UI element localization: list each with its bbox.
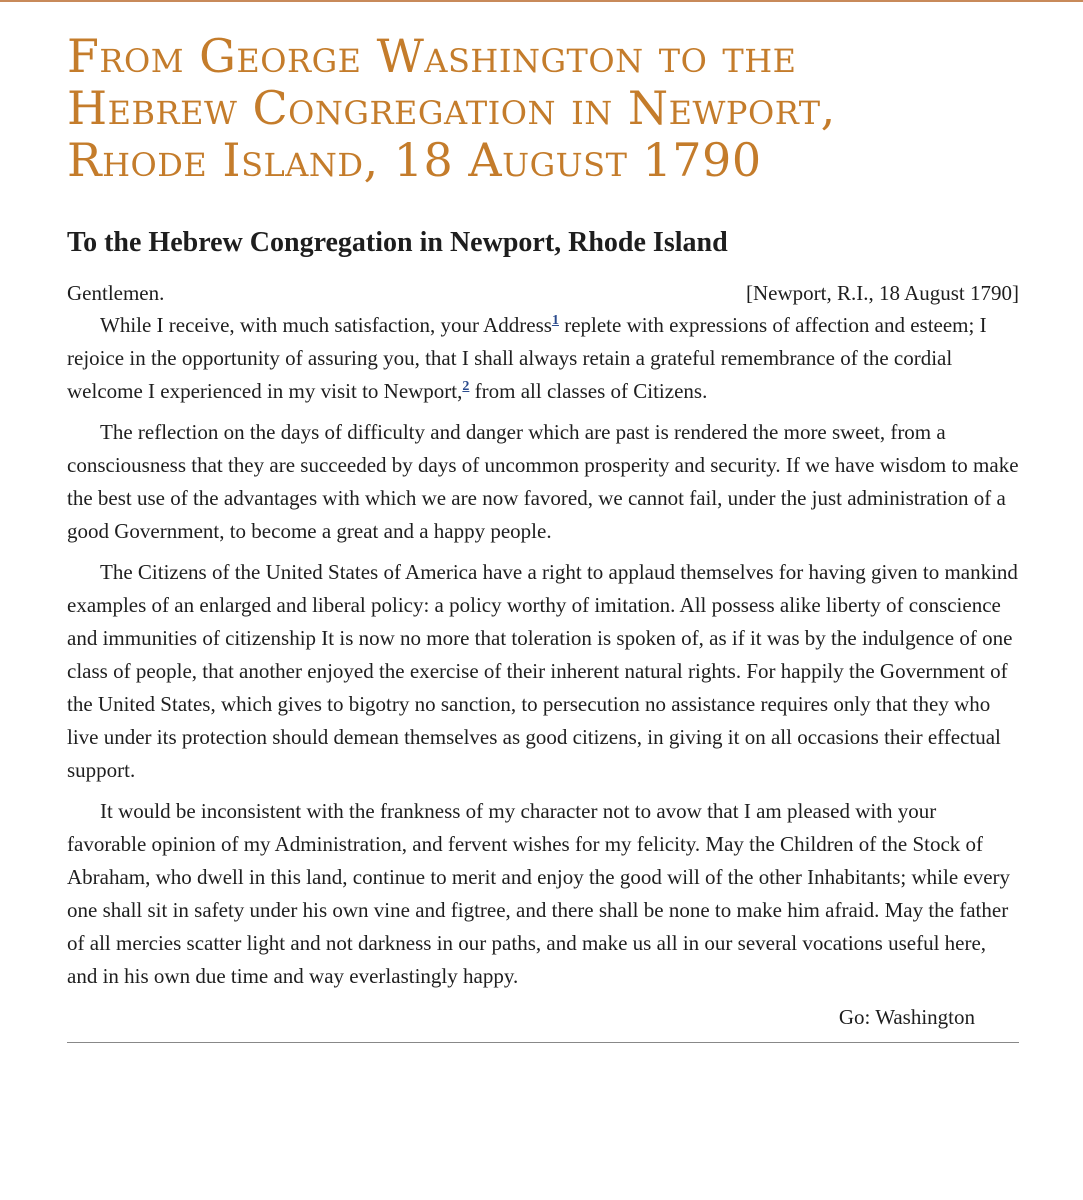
document-content <box>67 30 1019 1043</box>
paragraph-3: The Citizens of the United States of America have a right to applaud themselves for having given to mankind examples of an enlarged and liberal policy: a policy worthy of imitation. All possess alike liberty of conscience and immunities of citizenship It is now no more that toleration is spoken of, as if it was by the indulgence of one class of people, that another enjoyed the exercise of their inherent natural rights. For happily the Government of the United States, which gives to bigotry no sanction, to persecution no assistance requires only that they who live under its protection should demean themselves as good citizens, in giving it on all occasions their effectual support. <box>67 560 1018 782</box>
paragraph-1-text-b: replete with expressions of affection and esteem; I rejoice in the opportunity of assuring you, that I shall always retain a grateful remembrance of the cordial welcome I experienced in my visit to Newport, <box>67 313 987 403</box>
bottom-divider <box>67 1042 1019 1043</box>
paragraph-1-text-a: While I receive, with much satisfaction, your Address <box>100 313 552 337</box>
footnote-link-1[interactable]: 1 <box>551 313 559 328</box>
dateline: [Newport, R.I., 18 August 1790] <box>746 281 1019 305</box>
paragraph-1-text-c: from all classes of Citizens. <box>469 379 708 403</box>
paragraph-4: It would be inconsistent with the frankness of my character not to avow that I am pleased with your favorable opinion of my Administration, and fervent wishes for my felicity. May the Children of the Stock of Abraham, who dwell in this land, continue to merit and enjoy the good will of the other Inhabitants; while every one shall sit in safety under his own vine and figtree, and there shall be none to make him afraid. May the father of all mercies scatter light and not darkness in our paths, and make us all in our several vocations useful here, and in his own due time and way everlastingly happy. <box>67 799 1011 988</box>
salutation-row <box>67 278 1019 308</box>
top-divider <box>0 0 1083 2</box>
addressee-heading: To the Hebrew Congregation in Newport, Rhode Island <box>67 227 728 258</box>
document-title: From George Washington to the Hebrew Congregation in Newport, Rhode Island, 18 August 1790 <box>67 29 836 187</box>
paragraph-2: The reflection on the days of difficulty and danger which are past is rendered the more sweet, from a consciousness that they are succeeded by days of uncommon prosperity and security. If we have wisdom to make the best use of the advantages with which we are now favored, we cannot fail, under the just administration of a good Government, to become a great and a happy people. <box>67 420 1019 543</box>
footnote-ref-1 <box>552 313 559 328</box>
paragraph-1 <box>67 309 1019 408</box>
letter-body <box>67 309 1019 993</box>
signature: Go: Washington <box>838 1005 975 1029</box>
salutation: Gentlemen. <box>67 281 165 305</box>
footnote-link-2[interactable]: 2 <box>462 379 470 394</box>
